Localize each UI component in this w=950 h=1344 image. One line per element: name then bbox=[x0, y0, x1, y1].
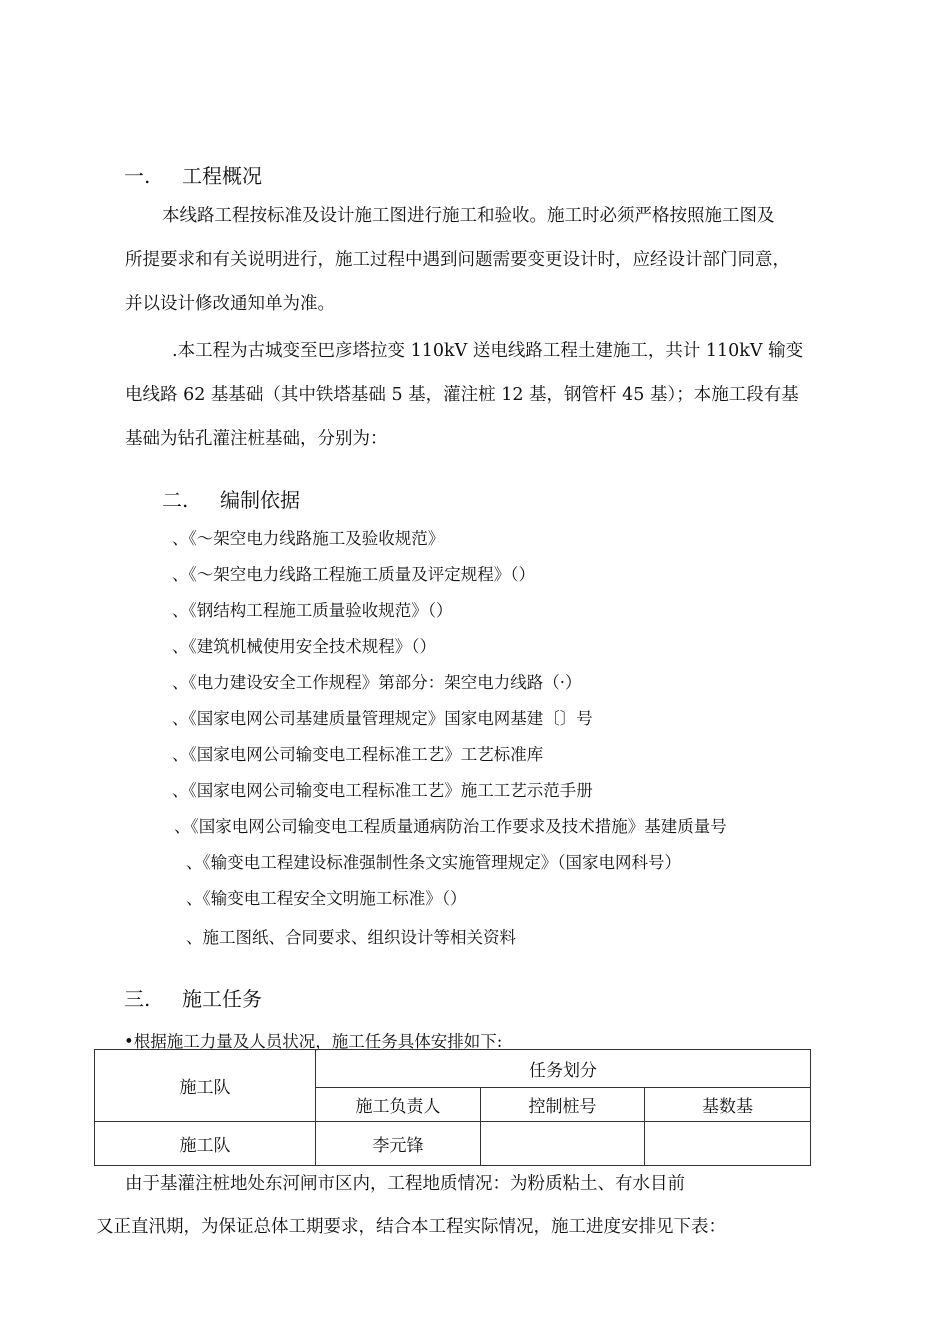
basis-item-5: 、《电力建设安全工作规程》第部分：架空电力线路（·） bbox=[172, 673, 582, 692]
basis-item-3: 、《钢结构工程施工质量验收规范》（） bbox=[172, 601, 453, 620]
leader-cell: 李元锋 bbox=[316, 1122, 481, 1166]
basis-item-8: 、《国家电网公司输变电工程标准工艺》施工工艺示范手册 bbox=[172, 781, 593, 800]
count-cell bbox=[645, 1122, 811, 1166]
section-2-title: 编制依据 bbox=[220, 488, 300, 512]
section-3-title: 施工任务 bbox=[182, 987, 262, 1011]
section-2-heading bbox=[162, 484, 300, 513]
section-3-heading bbox=[124, 983, 262, 1012]
after-table-line1: 由于基灌注桩地处东河闸市区内，工程地质情况：为粉质粘土、有水目前 bbox=[125, 1174, 685, 1194]
basis-item-10: 、《输变电工程建设标准强制性条文实施管理规定》（国家电网科号） bbox=[186, 853, 681, 872]
section-1-number: 一. bbox=[124, 164, 151, 188]
basis-item-4: 、《建筑机械使用安全技术规程》（） bbox=[172, 637, 436, 656]
task-table bbox=[94, 1049, 811, 1166]
team-cell: 施工队 bbox=[95, 1122, 316, 1166]
basis-item-11: 、《输变电工程安全文明施工标准》（） bbox=[186, 889, 467, 908]
stake-header: 控制桩号 bbox=[481, 1088, 645, 1122]
stake-cell bbox=[481, 1122, 645, 1166]
after-table-line2: 又正直汛期，为保证总体工期要求，结合本工程实际情况，施工进度安排见下表： bbox=[96, 1217, 726, 1237]
count-header: 基数基 bbox=[645, 1088, 811, 1122]
overview-para1-line1: 本线路工程按标准及设计施工图进行施工和验收。施工时必须严格按照施工图及 bbox=[162, 206, 775, 226]
overview-para2-line1: .本工程为古城变至巴彦塔拉变 110kV 送电线路工程土建施工，共计 110kV 输变 bbox=[172, 341, 804, 361]
task-intro: •根据施工力量及人员状况，施工任务具体安排如下: bbox=[124, 1032, 503, 1051]
basis-item-9: 、《国家电网公司输变电工程质量通病防治工作要求及技术措施》基建质量号 bbox=[174, 817, 727, 836]
overview-para2-line3: 基础为钻孔灌注桩基础，分别为： bbox=[125, 429, 388, 449]
section-1-heading bbox=[124, 160, 262, 189]
table-row bbox=[95, 1122, 811, 1166]
overview-para1-line3: 并以设计修改通知单为准。 bbox=[125, 294, 335, 314]
basis-item-7: 、《国家电网公司输变电工程标准工艺》工艺标准库 bbox=[172, 745, 544, 764]
leader-header: 施工负责人 bbox=[316, 1088, 481, 1122]
basis-item-2: 、《〜架空电力线路工程施工质量及评定规程》（） bbox=[172, 565, 535, 584]
overview-para1-line2: 所提要求和有关说明进行，施工过程中遇到问题需要变更设计时，应经设计部门同意， bbox=[125, 250, 790, 270]
section-3-number: 三. bbox=[124, 987, 151, 1011]
division-header: 任务划分 bbox=[316, 1050, 811, 1088]
section-2-number: 二. bbox=[162, 488, 189, 512]
basis-item-6: 、《国家电网公司基建质量管理规定》国家电网基建〔〕号 bbox=[172, 709, 593, 728]
section-1-title: 工程概况 bbox=[182, 164, 262, 188]
overview-para2-line2: 电线路 62 基基础（其中铁塔基础 5 基，灌注桩 12 基，钢管杆 45 基）；本施工段有基 bbox=[125, 385, 799, 405]
team-header: 施工队 bbox=[95, 1050, 316, 1122]
basis-item-12: 、施工图纸、合同要求、组织设计等相关资料 bbox=[186, 928, 516, 947]
basis-item-1: 、《〜架空电力线路施工及验收规范》 bbox=[172, 529, 445, 548]
